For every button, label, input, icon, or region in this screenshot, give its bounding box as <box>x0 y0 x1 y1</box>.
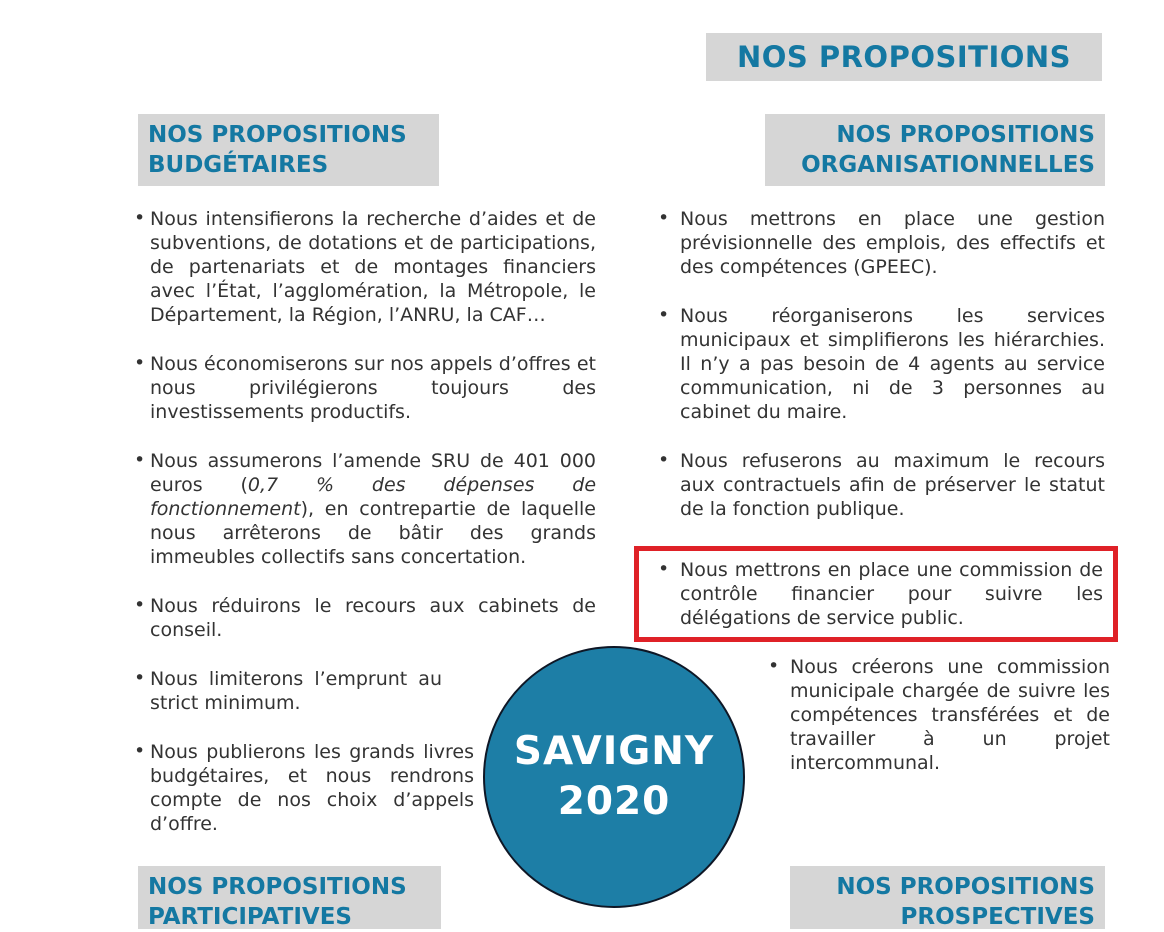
bullet-item <box>655 304 1105 424</box>
badge-line2: 2020 <box>557 779 671 824</box>
bullet-item <box>133 740 474 836</box>
bullet-text: Nous économiserons sur nos appels d’offres et nous privilégierons toujours des investissements productifs. <box>150 353 596 423</box>
column-organisationnelles <box>655 207 1110 775</box>
bullet-item-highlighted <box>655 558 1103 630</box>
bullet-item <box>133 594 596 642</box>
bullet-text: Nous réorganiserons les services municipaux et simplifierons les hiérarchies. Il n’y a pas besoin de 4 agents au service communication, ni de 3 personnes au cabinet du maire. <box>680 305 1105 423</box>
bullet-text: Nous intensifierons la recherche d’aides et de subventions, de dotations et de participations, de partenariats et de montages financiers avec l’État, l’agglomération, la Métropole, le Département, la Région, l’ANRU, la CAF… <box>150 208 596 326</box>
section-title-prospectives: NOS PROPOSITIONS PROSPECTIVES <box>790 866 1105 929</box>
section-title-organisationnelles: NOS PROPOSITIONS ORGANISATIONNELLES <box>765 114 1105 186</box>
bullet-item <box>133 352 596 424</box>
bullet-text: Nous mettrons en place une commission de contrôle financier pour suivre les délégations de service public. <box>680 559 1103 629</box>
bullet-text: Nous limiterons l’emprunt au strict minimum. <box>150 668 442 714</box>
bullet-text-italic: 0,7 % des dépenses de fonctionnement <box>150 474 597 520</box>
bullet-item <box>655 207 1105 279</box>
bullet-text: ), en contrepartie de laquelle nous arrêterons de bâtir des grands immeubles collectifs sans concertation. <box>150 498 596 568</box>
savigny-2020-badge <box>483 646 745 908</box>
bullet-item <box>133 449 596 569</box>
bullet-text: Nous assumerons l’amende SRU de 401 000 euros ( <box>150 450 596 496</box>
bullet-text: Nous refuserons au maximum le recours aux contractuels afin de préserver le statut de la fonction publique. <box>680 450 1105 520</box>
bullet-text: Nous mettrons en place une gestion prévisionnelle des emplois, des effectifs et des compétences (GPEEC). <box>680 208 1105 278</box>
bullet-text: Nous créerons une commission municipale chargée de suivre les compétences transférées et de travailler à un projet intercommunal. <box>790 656 1110 774</box>
section-title-participatives: NOS PROPOSITIONS PARTICIPATIVES <box>138 866 441 929</box>
bullet-item <box>655 449 1105 521</box>
highlight-box <box>634 546 1118 642</box>
bullet-text: Nous publierons les grands livres budgétaires, et nous rendrons compte de nos choix d’appels d’offre. <box>150 741 474 835</box>
bullet-item <box>133 667 442 715</box>
bullet-item <box>765 655 1110 775</box>
page-title: NOS PROPOSITIONS <box>706 33 1102 81</box>
section-title-budgetaires: NOS PROPOSITIONS BUDGÉTAIRES <box>138 114 439 186</box>
bullet-text: Nous réduirons le recours aux cabinets de conseil. <box>150 595 596 641</box>
bullet-item <box>133 207 596 327</box>
badge-line1: SAVIGNY <box>513 729 715 774</box>
